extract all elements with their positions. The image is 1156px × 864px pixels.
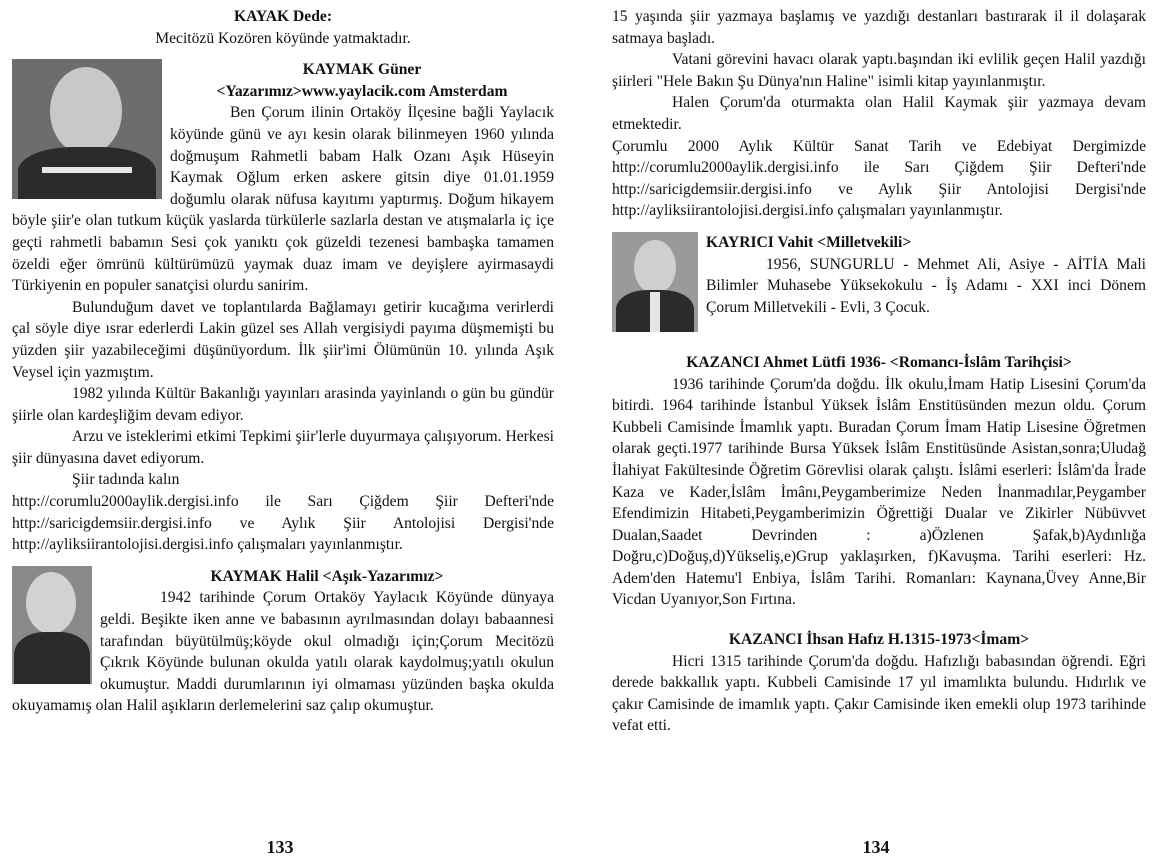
spacer <box>12 49 554 59</box>
entry-heading-halil: KAYMAK Halil <Aşık-Yazarımız> <box>210 567 444 585</box>
entry-paragraph: Şiir tadında kalın <box>72 471 180 489</box>
entry-paragraph: Halen Çorum'da oturmakta olan Halil Kaymak şiir yazmaya devam etmektedir. <box>612 94 1146 133</box>
page-number: 133 <box>266 837 294 857</box>
entry-heading-ihsan: KAZANCI İhsan Hafız H.1315-1973<İmam> <box>728 631 1030 649</box>
spacer <box>612 611 1146 629</box>
entry-heading-kayak: KAYAK Dede: <box>233 8 333 25</box>
portrait-photo-guner <box>12 59 162 199</box>
right-column <box>612 6 1146 737</box>
entry-paragraph: Ben Çorum ilinin Ortaköy İlçesine bağli Yaylacık köyünde günü ve ayı kesin olarak bilinmeyen 1960 yılında doğmuşum Rahmetli babam Halk Ozanı Aşık Hüseyin Kaymak Oğlum erken askere gitsin diye 01.01.1959 doğumlu olarak nüfusa kayıtımı yaptırmış. Doğum hikayem böyle şiir'e olan tutkum küçük yaslarda türkülerle sazlarla destan ve atışmalarla iç içe geçti rahmetli babamın Sesi çok yanıktı çok güzeldi tezenesi bambaşka tamamen özeldi eğer ömrünü kültürümüzü yaymak duaz imam ve deyişlere ayirmasaydi Türkiyenin en populer sanatçisi olurdu sanirim. <box>12 104 554 295</box>
entry-kaymak-guner <box>12 59 554 556</box>
entry-paragraph: 1982 yılında Kültür Bakanlığı yayınları arasinda yayinlandı o gün bu gündür şiirle olan kardeşliğim devam ediyor. <box>12 385 554 424</box>
entry-paragraph: http://corumlu2000aylik.dergisi.info ile Sarı Çiğdem Şiir Defteri'nde http://saricigdemsiir.dergisi.info ve Aylık Şiir Antolojisi Dergisi'nde http://ayliksiirantolojisi.dergisi.info çalışmaları yayınlanmıştır. <box>12 493 554 554</box>
entry-heading-vahit: KAYRICI Vahit <Milletvekili> <box>706 233 912 251</box>
spacer <box>612 222 1146 232</box>
entry-subheading-guner: <Yazarımız>www.yaylacik.com Amsterdam <box>216 82 508 100</box>
entry-paragraph: 1936 tarihinde Çorum'da doğdu. İlk okulu,İmam Hatip Lisesini Çorum'da bitirdi. 1964 tarihinde İstanbul Yüksek İslâm Enstitüsünden mezun oldu. Çorum Kubbeli Camisinde İmamlık yaptı. Buradan Çorum İmam Hatip Lisesine Öğretmen olarak geçti.1977 tarihinde Bursa Yüksek İslâm Enstitüsünde Asistan,sonra;Uludağ İlahiyat Fakültesinde Öğretim Görevlisi olarak çalıştı. İslâmi eserleri: İslâm'da İrade Kaza ve Kader,İslâm İmânı,Peygamberimize Neden İnanmadılar,Peygamber Efendimizin Hitabeti,Peygamberimizin Öğrettiği Dualar ve Zikirler Nübüvvet Dualan,Saadet Devrinden : a)Özlenen Şafak,b)Aydınlığa Doğru,c)Doğuş,d)Yükseliş,e)Grup yaklaşırken, f)Kavuşma. Tarihi eserleri: Hz. Adem'den Hatemu'l Enbiya, İslâm Tarihi. Romanları: Kaynana,Üvey Anne,Bir Vicdan Uyanıyor,Son Fırtına. <box>612 375 1146 609</box>
spacer <box>612 334 1146 352</box>
right-page <box>596 0 1156 864</box>
left-column <box>12 6 554 717</box>
entry-kazanci-ihsan <box>612 629 1146 737</box>
page-number: 134 <box>862 837 890 857</box>
entry-paragraph: 1942 tarihinde Çorum Ortaköy Yaylacık Köyünde dünyaya geldi. Beşikte iken anne ve babasının ayrılmasından dolayı babaannesi tarafından büyütülmüş;köyde okul olmadığı için;Çorum Mecitözü Çıkrık Köyünde bulunan okulda yatılı olarak kaydolmuş;yatılı okulun okumuştur. Maddi durumlarının iyi olmaması yüzünden başka okulda okuyamamış olan Halil aşıkların derlemelerini saz çalıp okumuştur. <box>12 589 554 715</box>
entry-paragraph: Hicri 1315 tarihinde Çorum'da doğdu. Hafızlığı babasından öğrendi. Eğri derede bakkallık yaptı. Kubbeli Camisinde 17 yıl imamlıkta bulundu. Hıdırlık ve çakır Camisinde de imamlık yaptı. Çakır Camisinde iken emekli olup 1973 tarihinde vefat etti. <box>612 652 1146 735</box>
entry-paragraph: 15 yaşında şiir yazmaya başlamış ve yazdığı destanları bastırarak il il dolaşarak satmaya başladı. <box>612 8 1146 47</box>
entry-heading-guner: KAYMAK Güner <box>302 61 422 79</box>
entry-kazanci-ahmet <box>612 352 1146 611</box>
entry-paragraph: Çorumlu 2000 Aylık Kültür Sanat Tarih ve Edebiyat Dergimizde http://corumlu2000aylik.dergisi.info ile Sarı Çiğdem Şiir Defteri'nde http://saricigdemsiir.dergisi.info ve Aylık Şiir Antolojisi Dergisi'nde http://ayliksiirantolojisi.dergisi.info çalışmaları yayınlanmıştır. <box>612 137 1146 220</box>
entry-paragraph: Arzu ve isteklerimi etkimi Tepkimi şiir'lerle duyurmaya çalışıyorum. Herkesi şiir dünyasına davet ediyorum. <box>12 428 554 467</box>
entry-text-kayak: Mecitözü Kozören köyünde yatmaktadır. <box>155 29 411 47</box>
entry-kaymak-halil <box>12 566 554 717</box>
left-page <box>0 0 560 864</box>
entry-heading-ahmet: KAZANCI Ahmet Lütfi 1936- <Romancı-İslâm Tarihçisi> <box>686 353 1072 371</box>
spacer <box>12 556 554 566</box>
portrait-photo-vahit <box>612 232 698 332</box>
portrait-photo-halil <box>12 566 92 684</box>
entry-kayrici-vahit <box>612 232 1146 334</box>
entry-paragraph: Vatani görevini havacı olarak yaptı.başından iki evlilik geçen Halil yazdığı şiirleri "Hele Bakın Şu Dünya'nın Haline" isimli kitap yayınlanmıştır. <box>612 51 1146 90</box>
entry-paragraph: 1956, SUNGURLU - Mehmet Ali, Asiye - AİTİA Mali Bilimler Muhasebe Yüksekokulu - İş Adamı - XXI inci Dönem Çorum Milletvekili - Evli, 3 Çocuk. <box>706 255 1146 316</box>
entry-paragraph: Bulunduğum davet ve toplantılarda Bağlamayı getirir kucağıma verirlerdi çal söyle diye ısrar ederlerdi Lakin güzel ses Allah vergisiydi payıma düşmemişti bu yüzden şiir yazabileceğimi düşünüyordum. İlk şiir'imi Ölümünün 10. yılında Aşık Veysel için yazmıştım. <box>12 298 554 381</box>
